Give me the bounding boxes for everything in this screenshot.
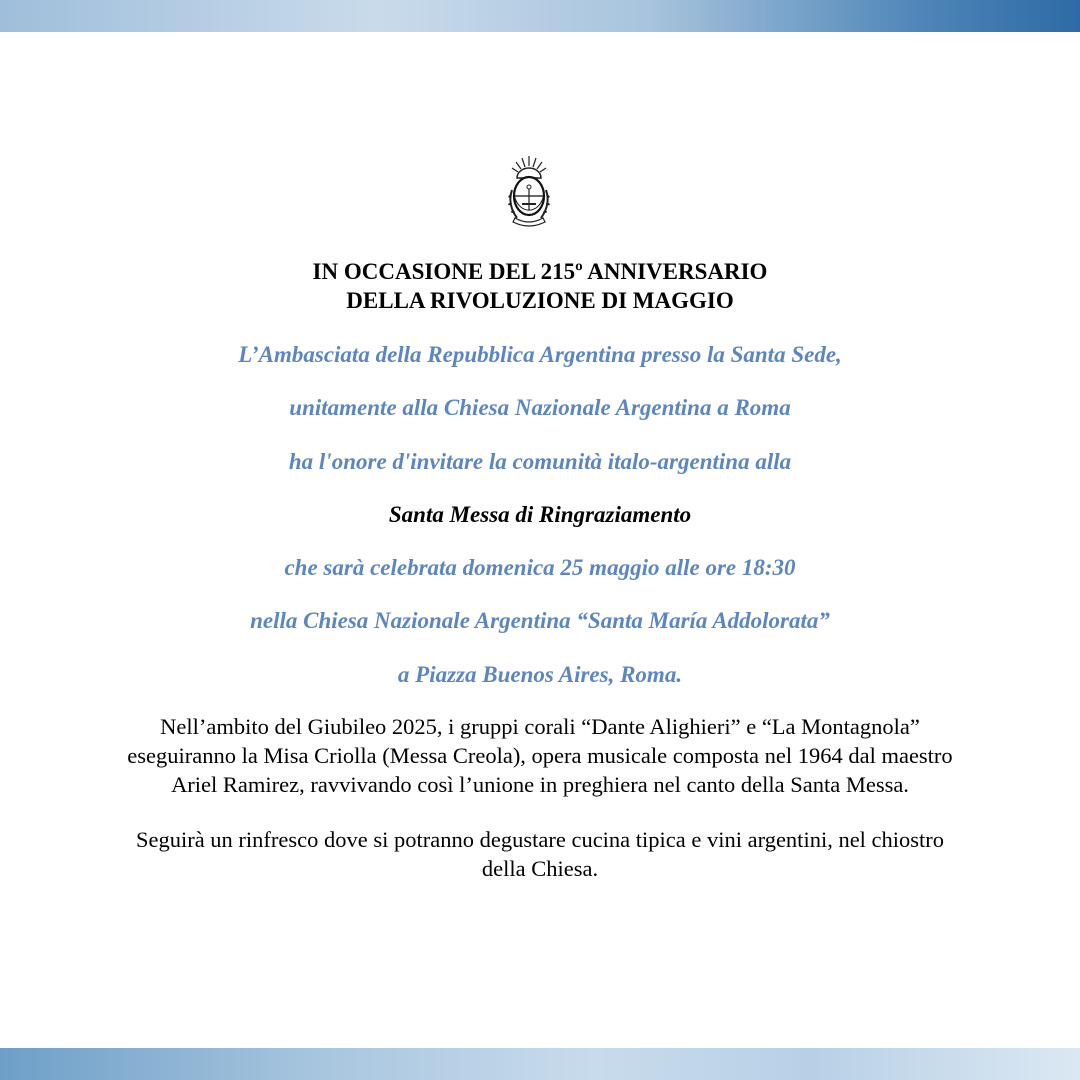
invitation-line-6: a Piazza Buenos Aires, Roma. xyxy=(397,662,683,687)
reception-paragraph xyxy=(40,825,1040,883)
top-decorative-band xyxy=(0,0,1080,32)
invitation-line-4: che sarà celebrata domenica 25 maggio alle ore 18:30 xyxy=(284,555,796,580)
reception-line-2: della Chiesa. xyxy=(481,856,599,881)
headline-line-2: DELLA RIVOLUZIONE DI MAGGIO xyxy=(346,288,734,313)
event-title: Santa Messa di Ringraziamento xyxy=(388,502,692,527)
invitation-line-3: ha l'onore d'invitare la comunità italo-argentina alla xyxy=(288,449,792,474)
invitation-line-5: nella Chiesa Nazionale Argentina “Santa María Addolorata” xyxy=(250,608,830,633)
bottom-decorative-band xyxy=(0,1048,1080,1080)
program-paragraph xyxy=(40,712,1040,799)
reception-line-1: Seguirà un rinfresco dove si potranno degustare cucina tipica e vini argentini, nel chiostro xyxy=(135,827,945,852)
invitation-line-1: L’Ambasciata della Repubblica Argentina presso la Santa Sede, xyxy=(238,342,842,367)
headline-line-1: IN OCCASIONE DEL 215º ANNIVERSARIO xyxy=(312,259,768,284)
program-line-3: Ariel Ramirez, ravvivando così l’unione in preghiera nel canto della Santa Messa. xyxy=(171,772,909,797)
coat-of-arms-icon xyxy=(503,152,555,234)
program-line-1: Nell’ambito del Giubileo 2025, i gruppi corali “Dante Alighieri” e “La Montagnola” xyxy=(160,714,920,739)
invitation-line-2: unitamente alla Chiesa Nazionale Argentina a Roma xyxy=(289,395,791,420)
program-line-2: eseguiranno la Misa Criolla (Messa Creola), opera musicale composta nel 1964 dal maestro xyxy=(127,743,953,768)
